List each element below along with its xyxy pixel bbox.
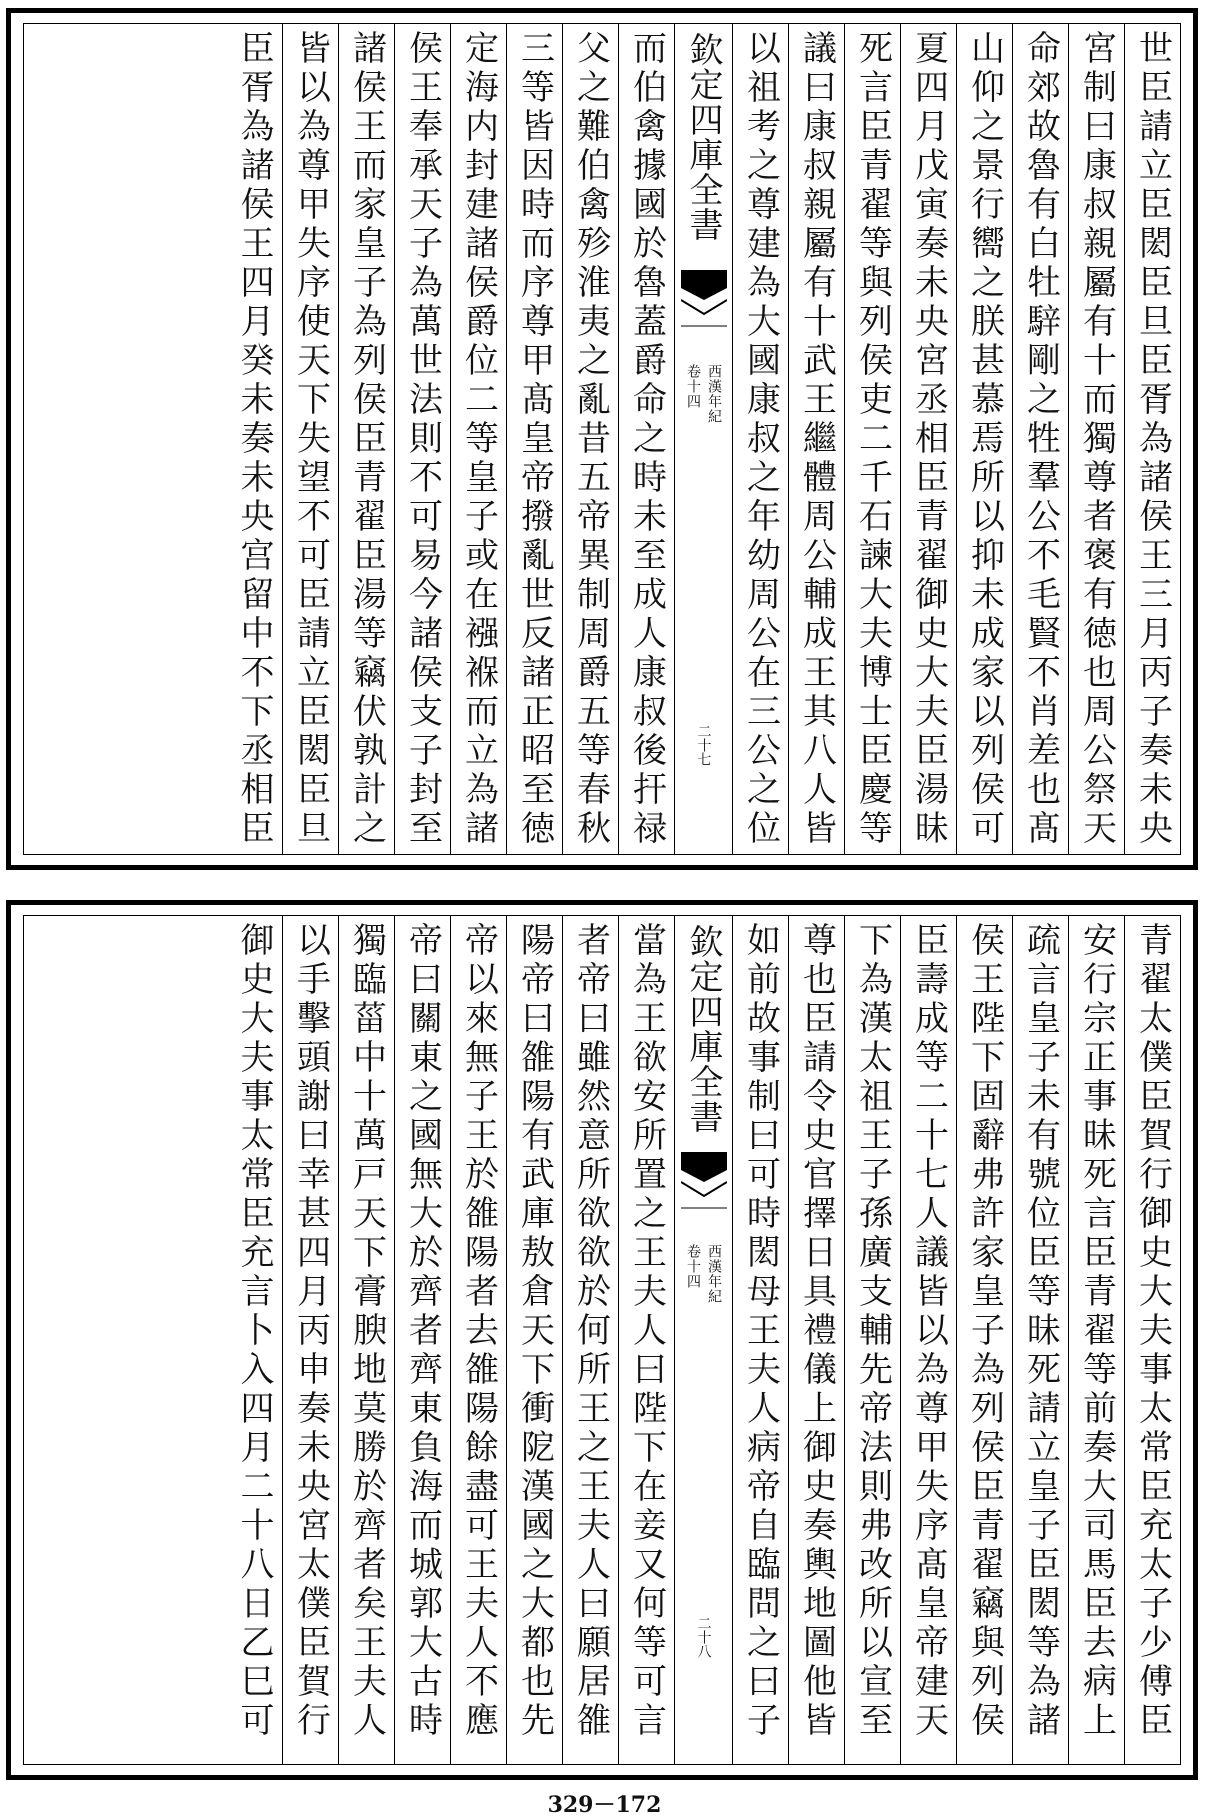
column-text: 以祖考之尊建為大國康叔之年幼周公在三公之位 <box>740 30 781 849</box>
text-column <box>732 24 788 854</box>
text-column <box>956 24 1012 854</box>
text-column <box>226 916 282 1764</box>
text-column <box>394 24 450 854</box>
text-column <box>900 24 956 854</box>
column-text: 下為漢太祖王子孫廣支輔先帝法則弗改所以宣至 <box>852 922 893 1741</box>
column-text: 獨臨菑中十萬戸天下膏腴地莫勝於齊者矣王夫人 <box>346 922 387 1741</box>
text-column <box>788 916 844 1764</box>
column-text: 議曰康叔親屬有十武王繼體周公輔成王其八人皆 <box>796 30 837 849</box>
column-text: 者帝曰雖然意所欲欲於何所王之王夫人曰願居雒 <box>570 922 611 1741</box>
text-column <box>1012 24 1068 854</box>
column-text: 山仰之景行嚮之朕甚慕焉所以抑未成家以列侯可 <box>964 30 1005 849</box>
text-column <box>1012 916 1068 1764</box>
column-text: 陽帝曰雒陽有武庫敖倉天下衝阸漢國之大都也先 <box>514 922 555 1741</box>
fish-tail-icon <box>681 270 727 334</box>
column-text: 臣胥為諸侯王四月癸未奏未央宫留中不下丞相臣 <box>234 30 274 849</box>
column-text: 帝以來無子王於雒陽者去雒陽餘盡可王夫人不應 <box>458 922 499 1741</box>
column-text: 如前故事制曰可時閎母王夫人病帝自臨問之曰子 <box>740 922 781 1741</box>
text-column <box>562 916 618 1764</box>
text-column <box>338 916 394 1764</box>
column-text: 侯王奉承天子為萬世法則不可易今諸侯支子封至 <box>402 30 443 849</box>
text-column <box>788 24 844 854</box>
column-text: 疏言皇子未有號位臣等昧死請立皇子臣閎等為諸 <box>1020 922 1061 1741</box>
column-text: 帝曰關東之國無大於齊者齊東負海而城郭大古時 <box>402 922 443 1741</box>
top-page-columns <box>24 24 1180 854</box>
text-column <box>506 24 562 854</box>
text-column <box>1068 24 1124 854</box>
chapter-book-name: 西漢年紀 <box>706 364 722 424</box>
column-text: 父之難伯禽殄淮夷之亂昔五帝異制周爵五等春秋 <box>570 30 611 849</box>
bottom-page <box>6 900 1198 1780</box>
folio-number: 二十八 <box>695 1616 712 1658</box>
text-column <box>282 24 338 854</box>
page-number: 329－172 <box>547 1792 662 1818</box>
column-text: 三等皆因時而序尊甲髙皇帝撥亂世反諸正昭至徳 <box>514 30 555 849</box>
column-text: 命郊故魯有白牡騂剛之牲羣公不毛賢不肖差也髙 <box>1020 30 1061 849</box>
column-text: 死言臣青翟等與列侯吏二千石諫大夫博士臣慶等 <box>852 30 893 849</box>
column-text: 夏四月戊寅奏未央宮丞相臣青翟御史大夫臣湯昧 <box>908 30 949 849</box>
text-column <box>1068 916 1124 1764</box>
column-text: 當為王欲安所置之王夫人曰陛下在妾又何等可言 <box>626 922 667 1741</box>
text-column <box>618 24 674 854</box>
column-text: 尊也臣請令史官擇日具禮儀上御史奏輿地圖他皆 <box>796 922 837 1741</box>
column-text: 安行宗正事昧死言臣青翟等前奏大司馬臣去病上 <box>1076 922 1117 1741</box>
text-column <box>1124 24 1180 854</box>
column-text: 御史大夫事太常臣充言卜入四月二十八日乙巳可 <box>234 922 274 1741</box>
column-text: 以手擊頭謝曰幸甚四月丙申奏未央宮太僕臣賀行 <box>290 922 331 1741</box>
text-column <box>226 24 282 854</box>
text-column <box>732 916 788 1764</box>
fish-tail-icon <box>681 1152 727 1216</box>
text-column <box>506 916 562 1764</box>
bottom-page-frame <box>23 915 1181 1765</box>
chapter-volume: 卷十四 <box>685 364 701 409</box>
chapter-label <box>683 1244 724 1304</box>
chapter-book-name: 西漢年紀 <box>706 1244 722 1304</box>
text-column <box>844 916 900 1764</box>
column-text: 臣壽成等二十七人議皆以為尊甲失序髙皇帝建天 <box>908 922 949 1741</box>
top-page-frame <box>23 23 1181 855</box>
column-text: 而伯禽據國於魯蓋爵命之時未至成人康叔後扞禄 <box>626 30 667 849</box>
center-column <box>674 916 732 1764</box>
text-column <box>1124 916 1180 1764</box>
text-column <box>618 916 674 1764</box>
column-text: 青翟太僕臣賀行御史大夫事太常臣充太子少傅臣 <box>1132 922 1173 1741</box>
text-column <box>338 24 394 854</box>
text-column <box>844 24 900 854</box>
book-title: 欽定四庫全書 <box>683 924 723 1134</box>
text-column <box>956 916 1012 1764</box>
column-text: 諸侯王而家皇子為列侯臣青翟臣湯等竊伏孰計之 <box>346 30 387 849</box>
text-column <box>562 24 618 854</box>
text-column <box>282 916 338 1764</box>
text-column <box>450 24 506 854</box>
book-title: 欽定四庫全書 <box>683 32 723 242</box>
column-text: 宮制曰康叔親屬有十而獨尊者褒有徳也周公祭天 <box>1076 30 1117 849</box>
column-text: 侯王陛下固辭弗許家皇子為列侯臣青翟竊與列侯 <box>964 922 1005 1741</box>
text-column <box>394 916 450 1764</box>
text-column <box>900 916 956 1764</box>
column-text: 定海内封建諸侯爵位二等皇子或在襁褓而立為諸 <box>458 30 499 849</box>
column-text: 世臣請立臣閎臣旦臣胥為諸侯王三月丙子奏未央 <box>1132 30 1173 849</box>
top-page <box>6 8 1198 870</box>
chapter-volume: 卷十四 <box>685 1244 701 1289</box>
folio-number: 二十七 <box>695 724 712 766</box>
center-column <box>674 24 732 854</box>
chapter-label <box>683 364 724 424</box>
text-column <box>450 916 506 1764</box>
column-text: 皆以為尊甲失序使天下失望不可臣請立臣閎臣旦 <box>290 30 331 849</box>
bottom-page-columns <box>24 916 1180 1764</box>
